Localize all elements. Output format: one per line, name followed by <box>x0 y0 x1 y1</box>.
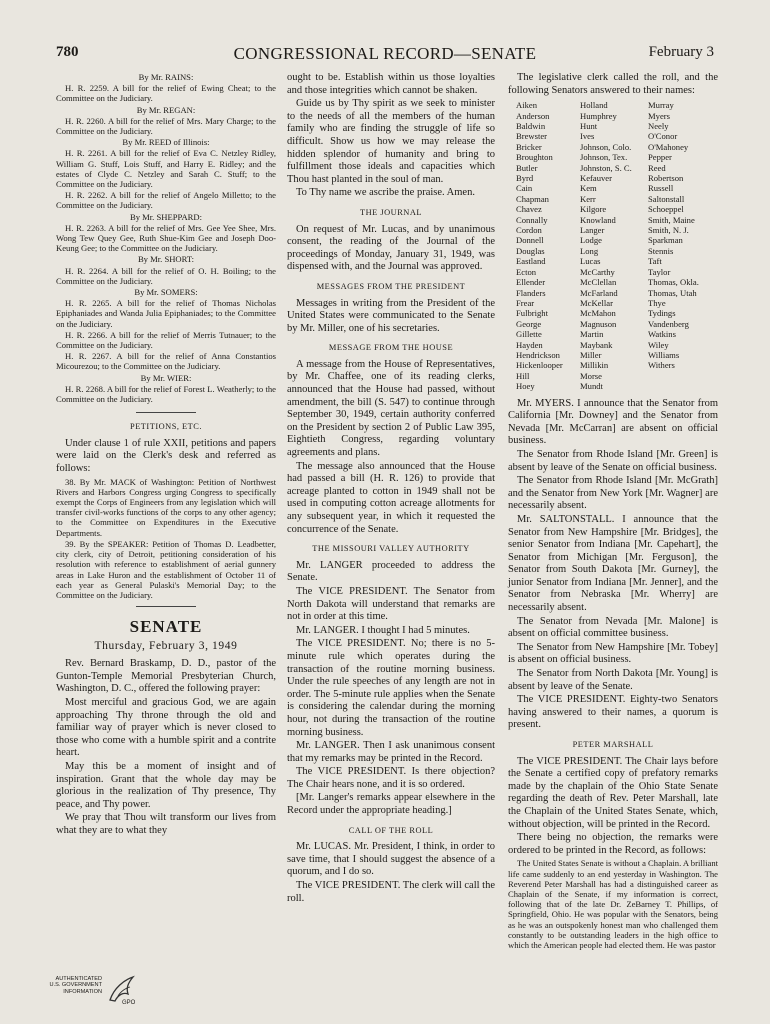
senator-name: Douglas <box>516 245 545 256</box>
prayer-paragraph: To Thy name we ascribe the praise. Amen. <box>296 187 475 199</box>
bill-sponsor: By Mr. SHORT: <box>137 254 195 265</box>
senator-name: Murray <box>648 100 674 111</box>
senator-name: Sparkman <box>648 235 683 246</box>
absence-paragraph: The Senator from North Dakota [Mr. Young] is absent by leave of the Senate. <box>508 668 718 692</box>
senator-name: Byrd <box>516 173 534 184</box>
senator-name: Hickenlooper <box>516 360 563 371</box>
bill-entry: H. R. 2259. A bill for the relief of Ewing Cheat; to the Committee on the Judiciary. <box>56 83 276 104</box>
bill-entry: H. R. 2264. A bill for the relief of O. H. Boiling; to the Committee on the Judiciary. <box>56 265 276 286</box>
senator-name: Flanders <box>516 287 546 298</box>
missouri-paragraph: The VICE PRESIDENT. The Senator from North Dakota will understand that remarks are not in order at this time. <box>287 585 495 623</box>
roll-call-paragraph: Mr. LUCAS. Mr. President, I think, in order to save time, that I should suggest the absence of a quorum, and I do so. <box>287 841 495 878</box>
senator-name: O'Conor <box>648 131 678 142</box>
page-header <box>56 44 714 68</box>
senator-name: Schoeppel <box>648 204 684 215</box>
senator-name: Frear <box>516 297 535 308</box>
senator-name: Watkins <box>648 329 676 340</box>
prayer-paragraph: We pray that Thou wilt transform our lives from what they are to what they <box>56 812 276 837</box>
prayer-paragraph: Guide us by Thy spirit as we seek to minister to the needs of all the members of the human family who are finding the struggle of life so difficult. Show us how we may release the hidden splendor of humanity and bring to fulfillment those ideals and capacities which Thou hast planted in the soul of man. <box>287 98 495 185</box>
senator-name: McFarland <box>580 287 618 298</box>
senator-name: Ellender <box>516 277 546 288</box>
missouri-paragraph: Mr. LANGER. Then I ask unanimous consent that my remarks may be printed in the Record. <box>287 740 495 764</box>
senator-name: Saltonstall <box>648 193 685 204</box>
senator-name: Williams <box>648 349 680 360</box>
marshall-paragraph: There being no objection, the remarks were ordered to be printed in the Record, as follows: <box>508 832 718 856</box>
marshall-quote: The United States Senate is without a Chaplain. A brilliant life came suddenly to an end yesterday in Washington. The Reverend Peter Marshall has had a distinguished career as Chaplain of the Senate, if my information is correct, following that of the late Dr. ZeBarney T. Phillips, of Springfield, Ohio. He was popular with the Senators, being as he was an outspokenly honest man who challenged them constantly to be outstanding leaders in the high office to which the American people had elected them. He was pastor <box>508 858 718 950</box>
missouri-paragraph: The VICE PRESIDENT. Is there objection? The Chair hears none, and it is so ordered. <box>287 766 495 790</box>
missouri-paragraph: [Mr. Langer's remarks appear elsewhere in the Record under the appropriate heading.] <box>287 792 495 817</box>
senator-name <box>648 381 718 391</box>
bill-entry: H. R. 2265. A bill for the relief of Thomas Nicholas Epiphaniades and Wanda Julia Epiphaniades; to the Committee on the Judiciary. <box>56 298 276 329</box>
bill-sponsor: By Mr. SOMERS: <box>134 287 198 298</box>
column-3 <box>508 72 718 950</box>
bill-list <box>56 72 276 404</box>
missouri-paragraph: The VICE PRESIDENT. No; there is no 5-minute rule which operates during the transaction of the routine morning business. Under the rule speeches of any length are not in order. The 5-minute rule applies when the Senate is considering the calendar during the morning hour, not during the transaction of the routine morning business. <box>287 638 495 738</box>
senator-name: Knowland <box>580 214 616 225</box>
senator-name: McKellar <box>580 297 613 308</box>
bill-sponsor: By Mr. RAINS: <box>138 72 194 82</box>
senator-name: Humphrey <box>580 110 617 121</box>
absence-paragraph: Mr. SALTONSTALL. I announce that the Senator from New Hampshire [Mr. Bridges], the senior Senator from Indiana [Mr. Capehart], the Senator from Michigan [Mr. Ferguson], the Senator from South Dakota [Mr. Gurney], the junior Senator from Indiana [Mr. Jenner], and the Senator from Nebraska [Mr. Wherry] are necessarily absent. <box>508 513 718 614</box>
senator-name: Lucas <box>580 256 601 267</box>
senator-name: Hunt <box>580 121 598 131</box>
senator-name <box>648 371 718 381</box>
senator-name: Withers <box>648 360 675 371</box>
senator-name: Thomas, Okla. <box>648 277 699 288</box>
petition-entry: 38. By Mr. MACK of Washington: Petition of Northwest Rivers and Harbors Congress urging Congress to specifically exempt the Corps of Engineers from any legislation which will transfer civil-works functions of the corps to any other agency; to the Committee on Expenditures in the Executive Departments. <box>56 476 276 538</box>
journal-paragraph: On request of Mr. Lucas, and by unanimous consent, the reading of the Journal of the proceedings of Monday, January 31, 1949, was dispensed with, and the Journal was approved. <box>287 223 495 273</box>
bill-entry: H. R. 2268. A bill for the relief of Forest L. Weatherly; to the Committee on the Judiciary. <box>56 383 276 405</box>
senator-name: Kerr <box>580 193 596 204</box>
bill-sponsor: By Mr. SHEPPARD: <box>129 211 203 222</box>
senator-name: Neely <box>648 121 669 131</box>
senator-name: Thye <box>648 297 666 308</box>
senator-name: Broughton <box>516 152 553 163</box>
senator-name: Anderson <box>516 110 550 121</box>
senator-name: Taft <box>648 256 662 267</box>
senator-name: Pepper <box>648 152 672 163</box>
senator-name: McCarthy <box>580 266 615 277</box>
absence-paragraph: The Senator from Rhode Island [Mr. Green] is absent by leave of the Senate on official business. <box>508 448 718 473</box>
logo-line: INFORMATION <box>63 988 102 995</box>
section-divider <box>136 412 196 413</box>
senator-name: Long <box>580 245 599 256</box>
senator-name: Maybank <box>580 339 613 350</box>
senator-name: Hayden <box>516 339 543 350</box>
missouri-valley-heading: THE MISSOURI VALLEY AUTHORITY <box>312 544 470 554</box>
missouri-paragraph: Mr. LANGER proceeded to address the Senate. <box>287 559 495 584</box>
senator-name: Taylor <box>648 266 671 277</box>
petition-entry: 39. By the SPEAKER: Petition of Thomas D. Leadbetter, city clerk, city of Detroit, petitioning consideration of his resolution with reference to establishment of aerial gunnery areas in Lake Huron and the establishment of October 11 of each year as General Pulaski's Memorial Day; to the Committee on the Judiciary. <box>56 538 276 600</box>
senator-name: Butler <box>516 162 538 173</box>
bill-sponsor: By Mr. WIER: <box>140 372 192 383</box>
president-messages-heading: MESSAGES FROM THE PRESIDENT <box>316 281 466 291</box>
senator-name: Cain <box>516 183 533 194</box>
senator-name: Donnell <box>516 235 544 246</box>
senator-name: Aiken <box>516 100 538 111</box>
house-message-paragraph: The message also announced that the House had passed a bill (H. R. 126) to provide that acreage planted to cotton in 1949 shall not be used in computing cotton acreage allotments for any subsequent year, in which it requested the concurrence of the Senate. <box>287 460 495 535</box>
bill-entry: H. R. 2266. A bill for the relief of Merris Tutnauer; to the Committee on the Judiciary. <box>56 329 276 351</box>
senator-name: Stennis <box>648 245 674 256</box>
senator-name: Hendrickson <box>516 349 560 360</box>
senator-name: Langer <box>580 225 605 236</box>
bill-sponsor: By Mr. REED of Illinois: <box>122 137 210 148</box>
senator-name: Russell <box>648 183 674 194</box>
senator-name: Martin <box>580 329 604 340</box>
prayer-intro: Rev. Bernard Braskamp, D. D., pastor of the Gunton-Temple Memorial Presbyterian Church, Washington, D. C., offered the following prayer: <box>56 658 276 695</box>
house-message-heading: MESSAGE FROM THE HOUSE <box>328 343 454 353</box>
section-divider <box>136 606 196 607</box>
senator-name: Wiley <box>648 339 669 350</box>
senator-name: Chavez <box>516 204 542 215</box>
absence-paragraph: The Senator from New Hampshire [Mr. Tobey] is absent on official business. <box>508 641 718 666</box>
peter-marshall-heading: PETER MARSHALL <box>572 740 654 749</box>
page-number: 780 <box>56 44 79 60</box>
senator-name: Kem <box>580 183 597 194</box>
senator-name: Brewster <box>516 131 548 142</box>
senator-name: Reed <box>648 162 666 173</box>
senator-name: Gillette <box>516 329 542 340</box>
bill-entry: H. R. 2260. A bill for the relief of Mrs. Mary Charge; to the Committee on the Judiciary. <box>56 115 276 137</box>
senator-name: Smith, Maine <box>648 214 695 225</box>
roll-call-paragraph: The VICE PRESIDENT. The clerk will call the roll. <box>287 880 495 904</box>
prayer-paragraph: May this be a moment of insight and of inspiration. Grant that the whole day may be glorious in the realization of Thy presence, Thy peace, and Thy power. <box>56 761 276 810</box>
senator-name: Morse <box>580 370 602 381</box>
bill-entry: H. R. 2261. A bill for the relief of Eva C. Netzley Ridley, William G. Stuff, Lois Stuff, and Harry E. Ridley; and the estates of Clyde C. Netzley and Sarah C. Stuff; to the Committee on the Judiciary. <box>56 148 276 190</box>
senator-name: Robertson <box>648 173 684 184</box>
publication-title: CONGRESSIONAL RECORD—SENATE <box>233 44 537 63</box>
gpo-authentication-logo <box>46 972 136 1012</box>
senator-name: Ives <box>580 131 595 142</box>
absence-paragraph: The Senator from Nevada [Mr. Malone] is absent on official committee business. <box>508 615 718 640</box>
petitions-heading: PETITIONS, ETC. <box>130 422 202 432</box>
senator-name: Kilgore <box>580 204 607 215</box>
journal-heading: THE JOURNAL <box>359 207 423 217</box>
prayer-paragraph: Most merciful and gracious God, we are again approaching Thy throne through the old and familiar way of prayer which is never closed to those who come with a humble spirit and a contrite heart. <box>56 697 276 759</box>
senator-name: Chapman <box>516 193 549 204</box>
bill-entry: H. R. 2263. A bill for the relief of Mrs. Gee Yee Shee, Mrs. Wong Tew Quey Gee, Ruth Shue-Kim Gee and Joseph Doo-Keung Gee; to the Committee on the Judiciary. <box>56 222 276 254</box>
senator-name: McClellan <box>580 277 617 288</box>
senator-roll-list <box>516 100 718 391</box>
senator-name: Tydings <box>648 308 676 319</box>
senator-name: Johnson, Colo. <box>580 141 632 152</box>
senator-name: Baldwin <box>516 121 546 131</box>
senator-name: Smith, N. J. <box>648 225 689 236</box>
bill-entry: H. R. 2262. A bill for the relief of Angelo Milletto; to the Committee on the Judiciary. <box>56 190 276 211</box>
senator-name: George <box>516 318 542 329</box>
prayer-paragraph: ought to be. Establish within us those loyalties and those integrities which cannot be shaken. <box>287 72 495 96</box>
quorum-paragraph: The VICE PRESIDENT. Eighty-two Senators having answered to their names, a quorum is present. <box>508 694 718 731</box>
gpo-label: GPO <box>122 1000 136 1006</box>
senator-name: Lodge <box>580 235 602 246</box>
senator-name: Fulbright <box>516 308 548 319</box>
house-message-paragraph: A message from the House of Representatives, by Mr. Chaffee, one of its reading clerks, announced that the House had passed, without amendment, the bill (S. 547) to continue through September 30, 1949, certain authority conferred on the President by section 2 of Public Law 395, Eightieth Congress, regarding voluntary agreements and plans. <box>287 358 495 459</box>
logo-line: AUTHENTICATED <box>55 976 102 982</box>
senator-name: Hoey <box>516 381 535 392</box>
logo-line: U.S. GOVERNMENT <box>49 982 102 989</box>
senator-name: Bricker <box>516 141 542 152</box>
roll-call-heading: CALL OF THE ROLL <box>348 825 434 835</box>
senate-heading: SENATE <box>129 617 203 637</box>
column-1 <box>56 72 276 942</box>
senator-name: Magnuson <box>580 318 617 329</box>
senator-name: McMahon <box>580 308 616 319</box>
bill-sponsor: By Mr. REGAN: <box>136 104 196 115</box>
senator-name: Millikin <box>580 360 609 371</box>
marshall-paragraph: The VICE PRESIDENT. The Chair lays before the Senate a certified copy of prefatory remarks made by the chaplain of the Ohio State Senate regarding the death of Rev. Peter Marshall, late the Chaplain of the United States Senate, which, without objection, will be printed in the Record. <box>508 755 718 830</box>
petitions-intro: Under clause 1 of rule XXII, petitions and papers were laid on the Clerk's desk and referred as follows: <box>56 437 276 475</box>
session-dateline: Thursday, February 3, 1949 <box>94 639 238 652</box>
senator-name: Myers <box>648 110 670 121</box>
senator-name: Thomas, Utah <box>648 287 697 298</box>
senator-name: Eastland <box>516 256 546 267</box>
president-messages-paragraph: Messages in writing from the President of the United States were communicated to the Senate by Mr. Miller, one of his secretaries. <box>287 297 495 334</box>
issue-date: February 3 <box>648 44 714 60</box>
senator-name: Miller <box>580 349 602 360</box>
absence-paragraph: Mr. MYERS. I announce that the Senator from California [Mr. Downey] and the Senator from Nevada [Mr. McCarran] are absent on official business. <box>508 397 718 447</box>
senator-name: Cordon <box>516 225 542 236</box>
column-2 <box>287 72 495 942</box>
senator-name: O'Mahoney <box>648 141 689 152</box>
authenticated-text <box>46 976 102 995</box>
bill-entry: H. R. 2267. A bill for the relief of Anna Constantios Micourezou; to the Committee on the Judiciary. <box>56 351 276 372</box>
absence-paragraph: The Senator from Rhode Island [Mr. McGrath] and the Senator from New York [Mr. Wagner] are necessarily absent. <box>508 475 718 512</box>
senator-name: Holland <box>580 100 608 111</box>
senator-name: Ecton <box>516 266 537 277</box>
missouri-paragraph: Mr. LANGER. I thought I had 5 minutes. <box>296 624 470 636</box>
senator-name: Kefauver <box>580 173 612 184</box>
senator-name: Mundt <box>580 381 603 392</box>
senator-name: Johnson, Tex. <box>580 152 628 163</box>
senator-name: Johnston, S. C. <box>580 162 632 173</box>
senator-name: Connally <box>516 214 548 225</box>
roll-call-intro: The legislative clerk called the roll, and the following Senators answered to their names: <box>508 72 718 96</box>
senator-name: Vandenberg <box>648 318 689 329</box>
senator-name: Hill <box>516 370 530 381</box>
